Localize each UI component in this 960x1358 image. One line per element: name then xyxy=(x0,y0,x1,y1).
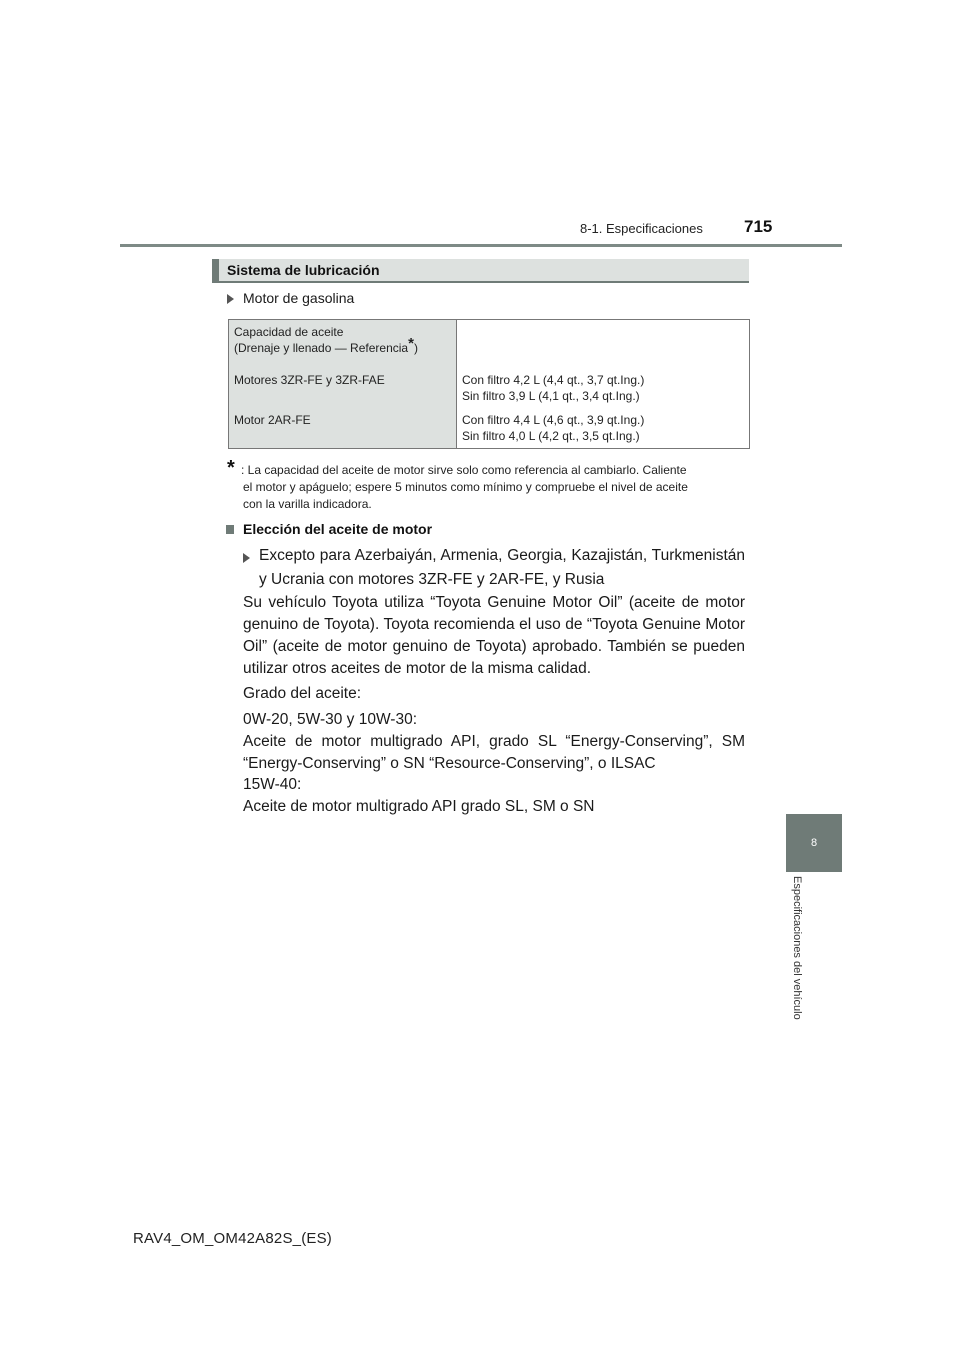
grade-block-1 xyxy=(243,709,745,775)
footnote-line2: el motor y apáguelo; espere 5 minutos como mínimo y compruebe el nivel de aceite xyxy=(243,480,688,494)
running-header-section: 8-1. Especificaciones xyxy=(580,221,703,236)
capacity-without-filter: Sin filtro 4,0 L (4,2 qt., 3,5 qt.Ing.) xyxy=(462,429,640,443)
table-header-line2 xyxy=(234,335,451,356)
footnote xyxy=(241,462,746,513)
subheading-oil-choice: Elección del aceite de motor xyxy=(243,521,433,537)
table-header-close: ) xyxy=(413,341,418,355)
table-row xyxy=(229,368,750,408)
grade1-title: 0W-20, 5W-30 y 10W-30: xyxy=(243,711,418,728)
capacity-without-filter: Sin filtro 3,9 L (4,1 qt., 3,4 qt.Ing.) xyxy=(462,389,640,403)
grade-block-2 xyxy=(243,774,745,818)
table-header-empty xyxy=(457,320,750,369)
capacity-with-filter: Con filtro 4,4 L (4,6 qt., 3,9 qt.Ing.) xyxy=(462,413,645,427)
grade-label: Grado del aceite: xyxy=(243,685,362,702)
document-code-footer: RAV4_OM_OM42A82S_(ES) xyxy=(133,1230,333,1247)
oil-capacity-table xyxy=(228,319,750,449)
oil-paragraph: Su vehículo Toyota utiliza “Toyota Genuine Motor Oil” (aceite de motor genuino de Toyota). Toyota recomienda el uso de “Toyota Genuine Motor Oil” (aceite de motor genuino de Toyota) aprobado. También se pueden utilizar otros aceites de motor de la misma calidad. xyxy=(243,594,745,677)
table-header-cell xyxy=(229,320,457,369)
square-bullet-icon xyxy=(226,525,234,534)
chapter-title: Especificaciones del vehículo xyxy=(791,876,803,1020)
section-heading-bar xyxy=(212,259,749,283)
footnote-star-icon: * xyxy=(227,457,235,479)
bullet-arrow-icon xyxy=(227,294,234,304)
engine-cell: Motores 3ZR-FE y 3ZR-FAE xyxy=(229,368,457,408)
chapter-title-vertical xyxy=(786,876,808,1066)
table-header-text: (Drenaje y llenado — Referencia xyxy=(234,341,409,355)
header-rule xyxy=(120,244,842,247)
table-header-line1: Capacidad de aceite xyxy=(234,325,344,339)
table-row xyxy=(229,408,750,449)
chapter-tab xyxy=(786,814,842,872)
grade2-title: 15W-40: xyxy=(243,776,302,793)
regional-condition: Excepto para Azerbaiyán, Armenia, Georgia, Kazajistán, Turkmenistán y Ucrania con motores 3ZR-FE y 2AR-FE, y Rusia xyxy=(259,547,745,588)
section-title: Sistema de lubricación xyxy=(227,262,380,278)
footnote-line3: con la varilla indicadora. xyxy=(243,497,372,511)
grade2-text: Aceite de motor multigrado API grado SL, SM o SN xyxy=(243,798,595,815)
footnote-star-icon: * xyxy=(408,335,414,352)
subheading-gasoline: Motor de gasolina xyxy=(243,290,355,306)
table-header-row xyxy=(229,320,750,369)
footnote-line1: : La capacidad del aceite de motor sirve solo como referencia al cambiarlo. Caliente xyxy=(241,463,687,477)
capacity-cell xyxy=(457,368,750,408)
engine-cell: Motor 2AR-FE xyxy=(229,408,457,449)
grade1-text: Aceite de motor multigrado API, grado SL “Energy-Conserving”, SM “Energy-Conserving” o SN “Resource-Conserving”, o ILSAC xyxy=(243,733,745,772)
capacity-cell xyxy=(457,408,750,449)
chapter-number: 8 xyxy=(810,837,818,849)
page-number: 715 xyxy=(744,217,773,236)
capacity-with-filter: Con filtro 4,2 L (4,4 qt., 3,7 qt.Ing.) xyxy=(462,373,645,387)
bullet-arrow-icon xyxy=(243,553,250,563)
